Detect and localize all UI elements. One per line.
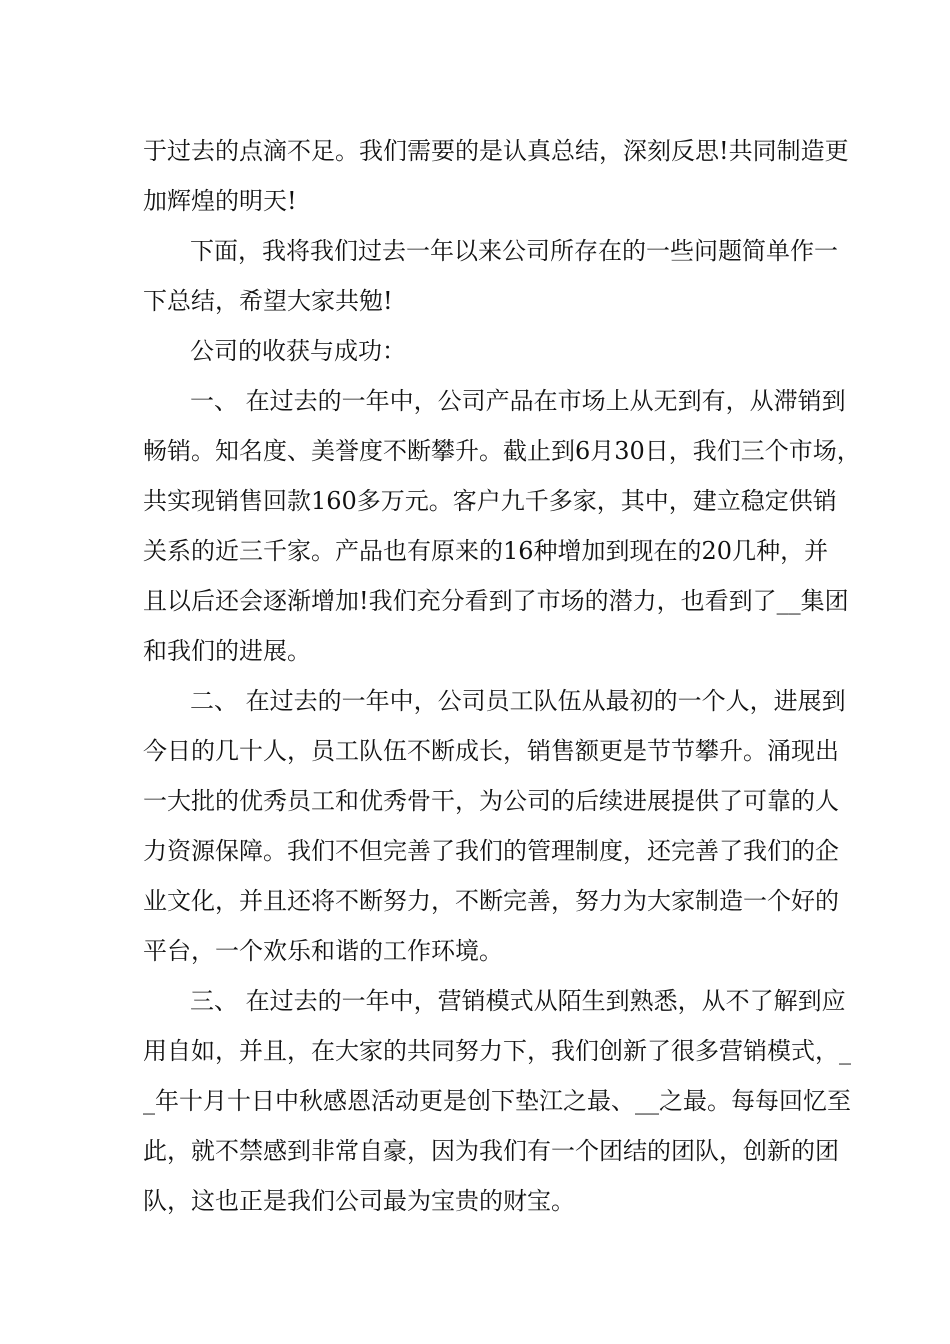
text-line: 三、 在过去的一年中，营销模式从陌生到熟悉，从不了解到应 [190, 987, 846, 1015]
text-line: 二、 在过去的一年中，公司员工队伍从最初的一个人，进展到 [190, 687, 846, 715]
text-line: 今日的几十人，员工队伍不断成长，销售额更是节节攀升。涌现出 [143, 737, 839, 765]
text-line: _年十月十日中秋感恩活动更是创下垫江之最、__之最。每每回忆至 [143, 1087, 851, 1115]
text-line: 一大批的优秀员工和优秀骨干，为公司的后续进展提供了可靠的人 [143, 787, 839, 815]
text-line: 于过去的点滴不足。我们需要的是认真总结，深刻反思!共同制造更 [143, 137, 849, 165]
text-line: 加辉煌的明天! [143, 187, 297, 215]
text-line: 和我们的进展。 [143, 637, 311, 665]
text-line: 下面，我将我们过去一年以来公司所存在的一些问题简单作一 [190, 237, 838, 265]
text-line: 共实现销售回款160多万元。客户九千多家，其中，建立稳定供销 [143, 487, 837, 515]
text-line: 队，这也正是我们公司最为宝贵的财宝。 [143, 1187, 575, 1215]
text-line: 此，就不禁感到非常自豪，因为我们有一个团结的团队，创新的团 [143, 1137, 839, 1165]
text-line: 下总结，希望大家共勉! [143, 287, 393, 315]
text-line: 业文化，并且还将不断努力，不断完善，努力为大家制造一个好的 [143, 887, 839, 915]
text-line: 畅销。知名度、美誉度不断攀升。截止到6月30日，我们三个市场， [143, 437, 861, 465]
text-line: 关系的近三千家。产品也有原来的16种增加到现在的20几种，并 [143, 537, 829, 565]
text-line: 用自如，并且，在大家的共同努力下，我们创新了很多营销模式，_ [143, 1037, 851, 1065]
text-line: 力资源保障。我们不但完善了我们的管理制度，还完善了我们的企 [143, 837, 839, 865]
section-heading: 公司的收获与成功： [190, 337, 406, 365]
text-line: 平台，一个欢乐和谐的工作环境。 [143, 937, 503, 965]
text-line: 且以后还会逐渐增加!我们充分看到了市场的潜力，也看到了__集团 [143, 587, 849, 615]
text-line: 一、 在过去的一年中，公司产品在市场上从无到有，从滞销到 [190, 387, 846, 415]
